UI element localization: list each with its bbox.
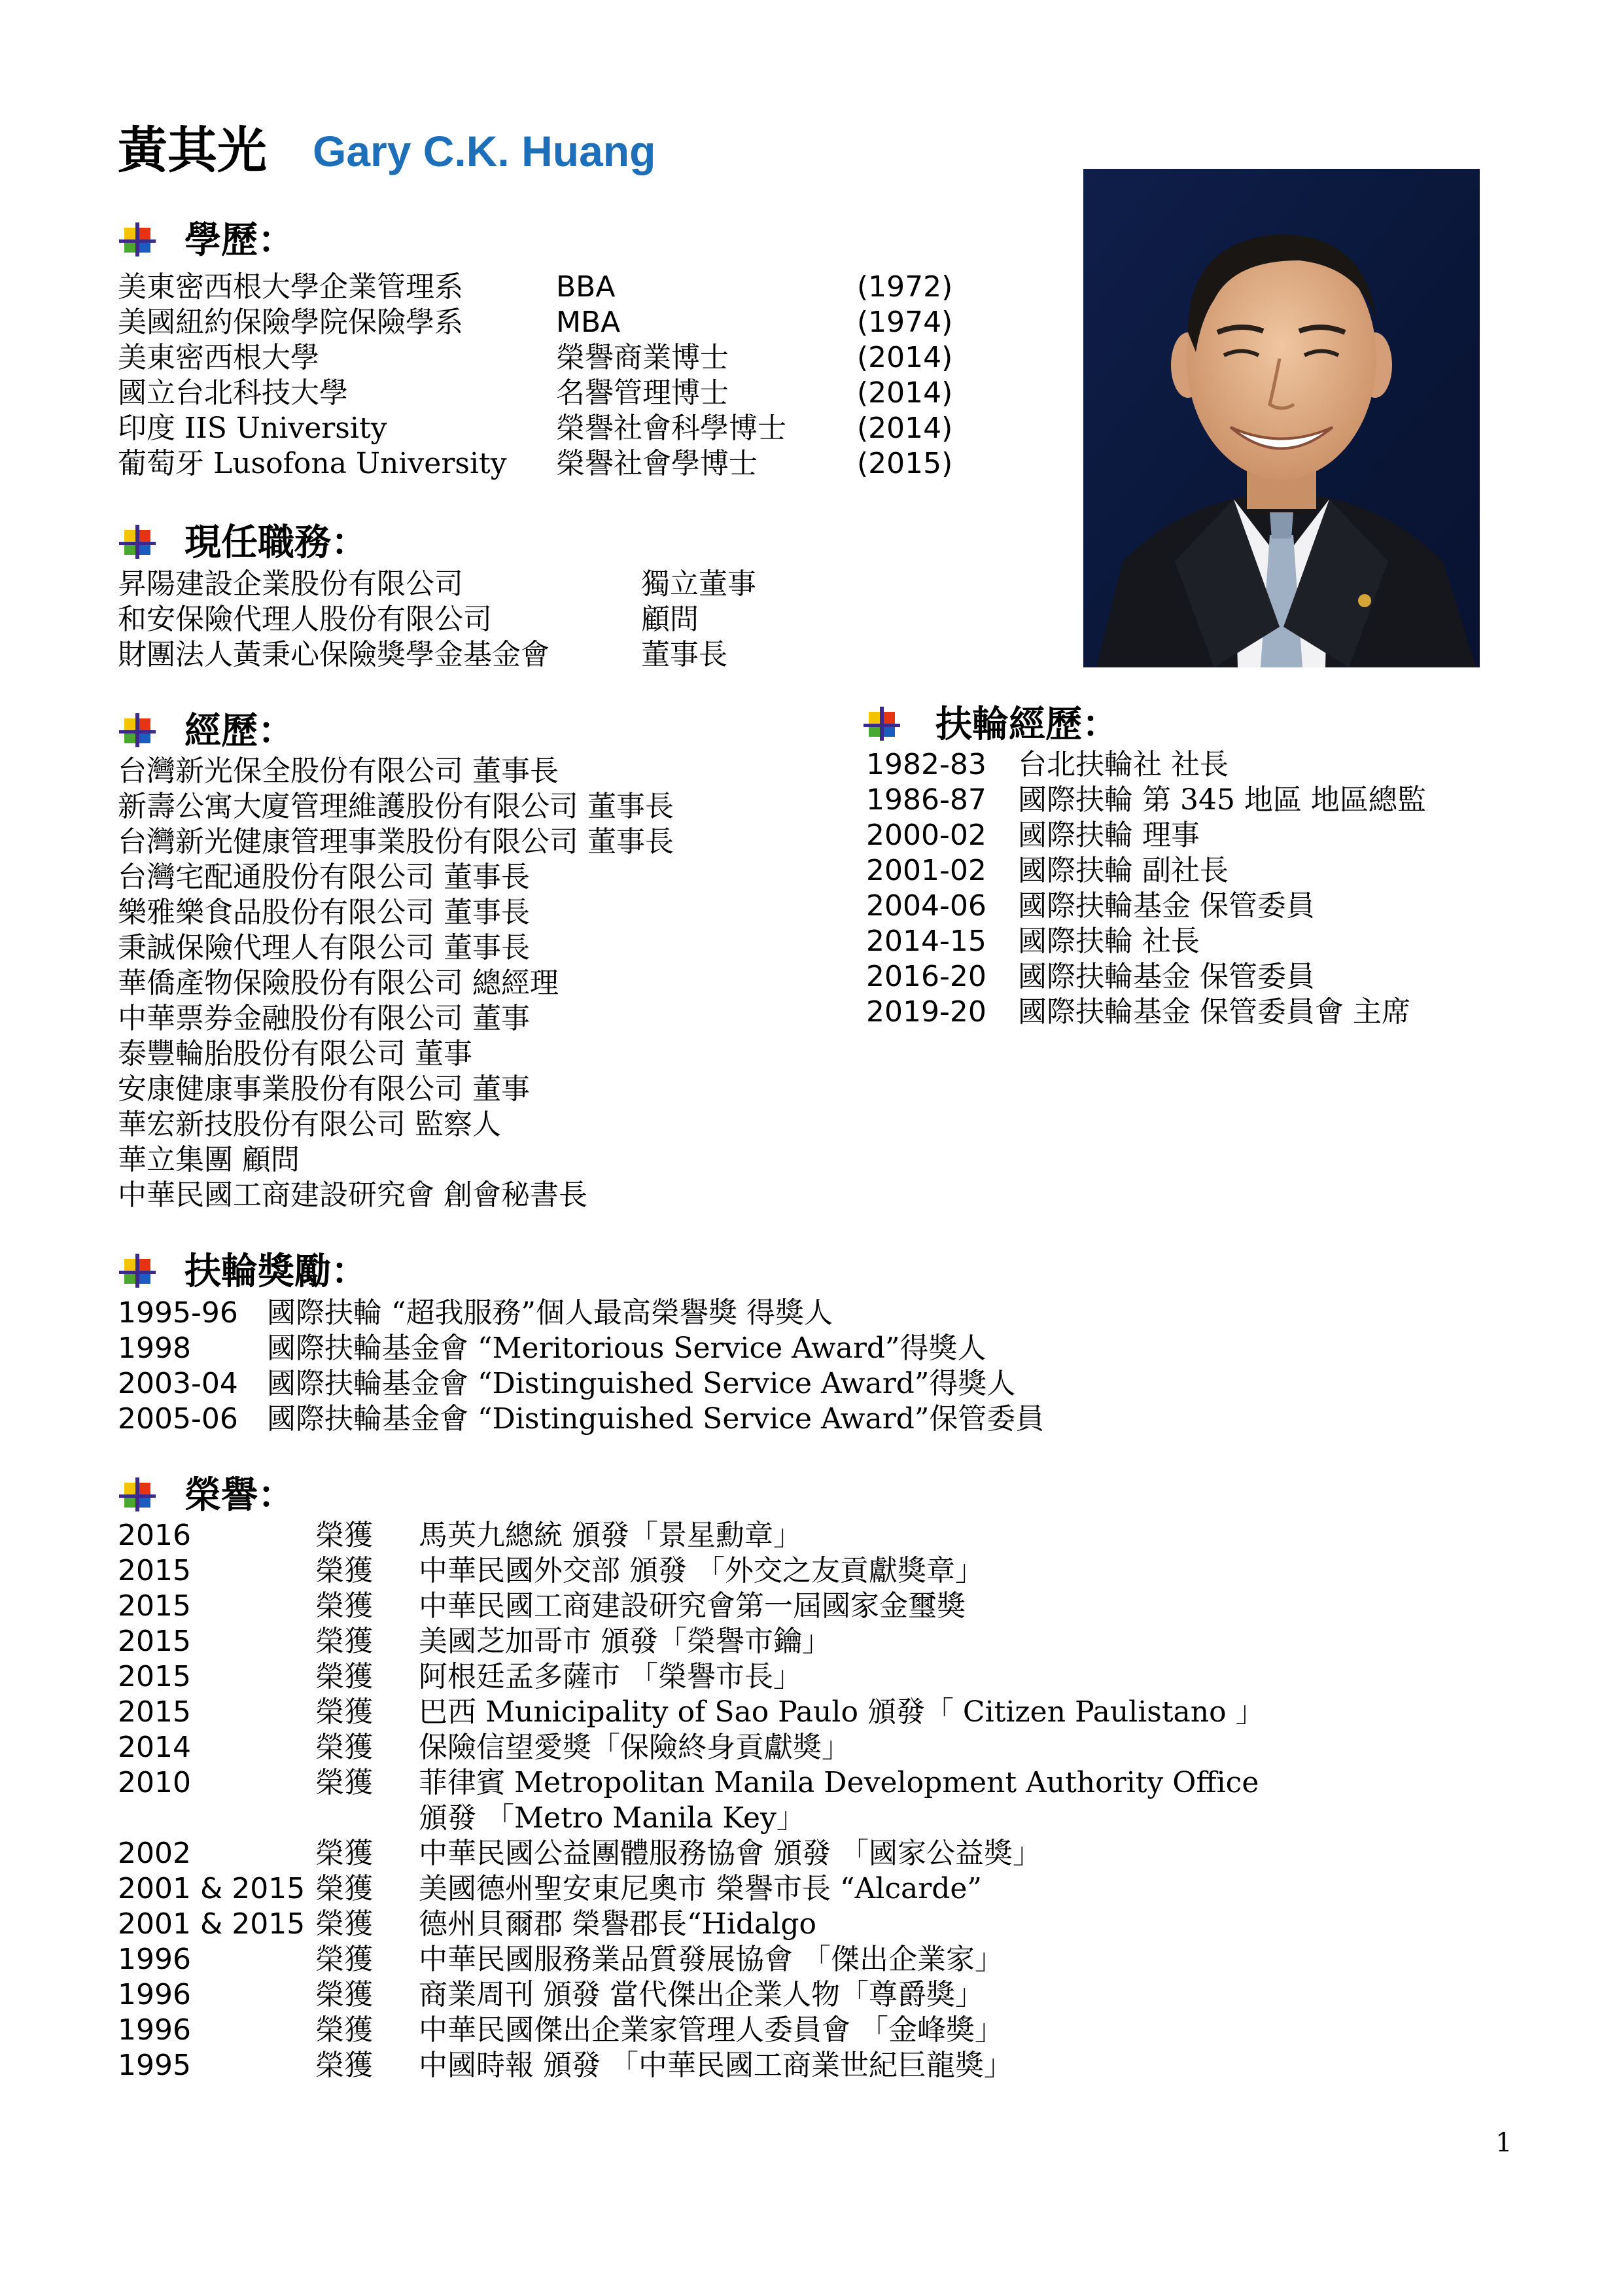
education-heading [119, 216, 642, 264]
position-title: 獨立董事 [641, 567, 756, 601]
list-item: 華立集團 顧問 [118, 1143, 300, 1176]
edu-year: (1974) [857, 306, 953, 339]
award-text: 國際扶輪基金會 “Distinguished Service Award”保管委員 [267, 1402, 1045, 1436]
honor-text: 商業周刊 頒發 當代傑出企業人物「尊爵獎」 [419, 1978, 984, 2011]
portrait-photo [1083, 169, 1480, 667]
honor-text: 中華民國工商建設研究會第一屆國家金璽獎 [419, 1589, 966, 1623]
rotary-text: 國際扶輪基金 保管委員 [1018, 960, 1315, 993]
honor-text: 巴西 Municipality of Sao Paulo 頒發「 Citizen Paulistano 」 [419, 1695, 1265, 1729]
edu-year: (2015) [857, 447, 953, 480]
rotary-year: 2004-06 [866, 889, 986, 923]
edu-year: (2014) [857, 412, 953, 445]
rotary-year: 2001-02 [866, 854, 986, 887]
edu-school: 美國紐約保險學院保險學系 [118, 306, 463, 339]
rotary-year: 1982-83 [866, 748, 986, 781]
honor-label: 榮獲 [315, 1766, 373, 1799]
award-year: 2005-06 [118, 1402, 238, 1436]
honor-label: 榮獲 [315, 1695, 373, 1729]
honor-text: 中華民國外交部 頒發 「外交之友貢獻獎章」 [419, 1554, 984, 1587]
honor-label: 榮獲 [315, 1554, 373, 1587]
honor-label: 榮獲 [315, 1943, 373, 1976]
cross-bullet-icon [119, 1476, 156, 1513]
position-org: 昇陽建設企業股份有限公司 [118, 567, 463, 601]
rotary-text: 台北扶輪社 社長 [1018, 748, 1229, 781]
edu-year: (2014) [857, 341, 953, 374]
honor-year: 2001 & 2015 [118, 1872, 305, 1905]
honor-year: 2001 & 2015 [118, 1907, 305, 1941]
edu-school: 印度 IIS University [118, 412, 387, 445]
honor-year: 2002 [118, 1837, 191, 1870]
list-item: 安康健康事業股份有限公司 董事 [118, 1072, 530, 1106]
cross-bullet-icon [119, 523, 156, 560]
list-item: 中華票券金融股份有限公司 董事 [118, 1002, 530, 1035]
honor-label: 榮獲 [315, 1589, 373, 1623]
honor-text: 中華民國傑出企業家管理人委員會 「金峰獎」 [419, 2013, 1003, 2047]
experience-heading [119, 707, 642, 755]
edu-year: (1972) [857, 270, 953, 304]
rotary-text: 國際扶輪 副社長 [1018, 854, 1229, 887]
edu-degree: BBA [556, 270, 616, 304]
honor-year: 2016 [118, 1519, 191, 1552]
name-chinese: 黃其光 [118, 121, 267, 179]
honor-text: 中華民國服務業品質發展協會 「傑出企業家」 [419, 1943, 1003, 1976]
rotary-experience-heading [864, 700, 1452, 749]
honor-text: 保險信望愛獎「保險終身貢獻獎」 [419, 1731, 850, 1764]
edu-degree: 名譽管理博士 [556, 376, 729, 410]
honor-label: 榮獲 [315, 1519, 373, 1552]
rotary-text: 國際扶輪基金 保管委員會 主席 [1018, 995, 1410, 1029]
edu-degree: MBA [556, 306, 621, 339]
honor-text: 美國芝加哥市 頒發「榮譽市鑰」 [419, 1625, 831, 1658]
edu-school: 葡萄牙 Lusofona University [118, 447, 507, 480]
rotary-text: 國際扶輪 理事 [1018, 819, 1200, 852]
honor-text: 馬英九總統 頒發「景星勳章」 [419, 1519, 802, 1552]
honor-year: 2015 [118, 1625, 191, 1658]
position-org: 和安保險代理人股份有限公司 [118, 603, 492, 636]
honor-year: 2015 [118, 1695, 191, 1729]
list-item: 台灣新光保全股份有限公司 董事長 [118, 754, 559, 788]
honor-label: 榮獲 [315, 1660, 373, 1693]
edu-school: 美東密西根大學 [118, 341, 319, 374]
rotary-awards-heading-text: 扶輪獎勵： [184, 1250, 368, 1293]
rotary-text: 國際扶輪 第 345 地區 地區總監 [1018, 783, 1426, 817]
list-item: 中華民國工商建設研究會 創會秘書長 [118, 1178, 587, 1212]
rotary-experience-heading-text: 扶輪經歷： [935, 703, 1119, 746]
honor-text: 阿根廷孟多薩市 「榮譽市長」 [419, 1660, 802, 1693]
position-org: 財團法人黃秉心保險獎學金基金會 [118, 638, 550, 671]
honor-text: 美國德州聖安東尼奧市 榮譽市長 “Alcarde” [419, 1872, 982, 1905]
award-text: 國際扶輪基金會 “Distinguished Service Award”得獎人 [267, 1367, 1016, 1400]
education-heading-text: 學歷： [184, 219, 294, 262]
award-year: 1995-96 [118, 1296, 238, 1330]
honor-text: 菲律賓 Metropolitan Manila Development Authority Office [419, 1766, 1259, 1799]
page-number: 1 [1495, 2128, 1512, 2158]
honor-text: 德州貝爾郡 榮譽郡長“Hidalgo [419, 1907, 817, 1941]
rotary-text: 國際扶輪 社長 [1018, 925, 1200, 958]
position-title: 董事長 [641, 638, 727, 671]
rotary-awards-heading [119, 1247, 642, 1296]
cross-bullet-icon [119, 712, 156, 749]
honor-label: 榮獲 [315, 1625, 373, 1658]
edu-school: 國立台北科技大學 [118, 376, 348, 410]
honor-year: 2014 [118, 1731, 191, 1764]
honor-label: 榮獲 [315, 1731, 373, 1764]
rotary-year: 2016-20 [866, 960, 986, 993]
list-item: 新壽公寓大廈管理維護股份有限公司 董事長 [118, 790, 674, 823]
honor-year: 2015 [118, 1554, 191, 1587]
honor-text: 中華民國公益團體服務協會 頒發 「國家公益獎」 [419, 1837, 1041, 1870]
honor-label: 榮獲 [315, 1978, 373, 2011]
rotary-text: 國際扶輪基金 保管委員 [1018, 889, 1315, 923]
award-year: 2003-04 [118, 1367, 238, 1400]
honor-label: 榮獲 [315, 2013, 373, 2047]
name-english: Gary C.K. Huang [313, 127, 656, 175]
honor-label: 榮獲 [315, 2049, 373, 2082]
honor-text: 頒發 「Metro Manila Key」 [419, 1801, 805, 1835]
award-text: 國際扶輪基金會 “Meritorious Service Award”得獎人 [267, 1332, 986, 1365]
rotary-year: 2019-20 [866, 995, 986, 1029]
edu-degree: 榮譽社會學博士 [556, 447, 758, 480]
list-item: 台灣新光健康管理事業股份有限公司 董事長 [118, 825, 674, 858]
award-year: 1998 [118, 1332, 191, 1365]
honor-year: 1995 [118, 2049, 191, 2082]
honor-year: 2010 [118, 1766, 191, 1799]
current-positions-heading [119, 518, 642, 567]
honor-label: 榮獲 [315, 1907, 373, 1941]
award-text: 國際扶輪 “超我服務”個人最高榮譽獎 得獎人 [267, 1296, 833, 1330]
edu-degree: 榮譽社會科學博士 [556, 412, 786, 445]
edu-degree: 榮譽商業博士 [556, 341, 729, 374]
list-item: 台灣宅配通股份有限公司 董事長 [118, 860, 530, 894]
honor-year: 2015 [118, 1660, 191, 1693]
honor-label: 榮獲 [315, 1837, 373, 1870]
honors-heading [119, 1471, 642, 1519]
list-item: 華宏新技股份有限公司 監察人 [118, 1108, 501, 1141]
edu-year: (2014) [857, 376, 953, 410]
honor-year: 1996 [118, 1978, 191, 2011]
list-item: 泰豐輪胎股份有限公司 董事 [118, 1037, 472, 1070]
current-positions-heading-text: 現任職務： [184, 521, 368, 564]
experience-heading-text: 經歷： [184, 709, 294, 752]
position-title: 顧問 [641, 603, 699, 636]
rotary-year: 2014-15 [866, 925, 986, 958]
honor-year: 1996 [118, 1943, 191, 1976]
cross-bullet-icon [119, 1252, 156, 1289]
edu-school: 美東密西根大學企業管理系 [118, 270, 463, 304]
honor-year: 1996 [118, 2013, 191, 2047]
list-item: 華僑產物保險股份有限公司 總經理 [118, 966, 559, 1000]
list-item: 秉誠保險代理人有限公司 董事長 [118, 931, 530, 964]
honors-heading-text: 榮譽： [184, 1474, 294, 1517]
honor-year: 2015 [118, 1589, 191, 1623]
list-item: 樂雅樂食品股份有限公司 董事長 [118, 896, 530, 929]
honor-text: 中國時報 頒發 「中華民國工商業世紀巨龍獎」 [419, 2049, 1013, 2082]
cross-bullet-icon [119, 221, 156, 258]
rotary-year: 2000-02 [866, 819, 986, 852]
honor-label: 榮獲 [315, 1872, 373, 1905]
rotary-year: 1986-87 [866, 783, 986, 817]
cross-bullet-icon [864, 705, 900, 742]
